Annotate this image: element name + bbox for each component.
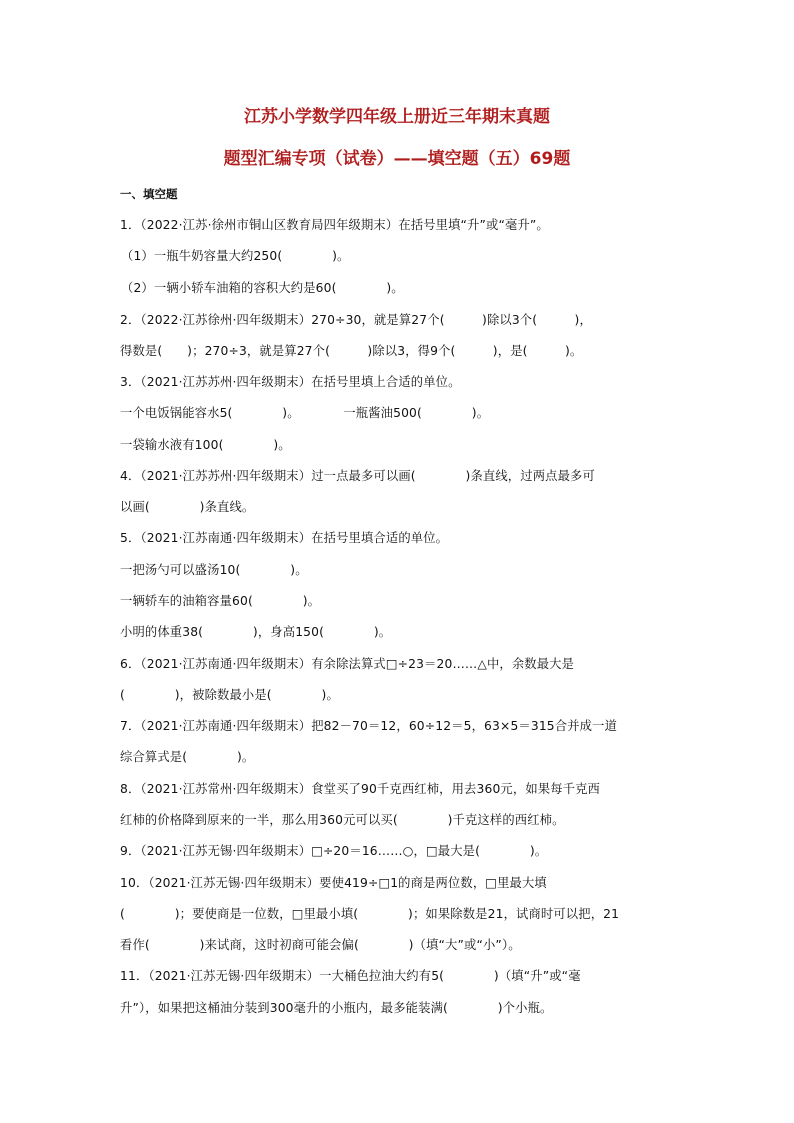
question-3-item-1: 一个电饭锅能容水5( )。 一瓶酱油500( )。 xyxy=(120,406,490,420)
question-5-item-2: 一辆轿车的油箱容量60( )。 xyxy=(120,594,321,608)
question-1-line: 1．（2022·江苏·徐州市铜山区教育局四年级期末）在括号里填“升”或“毫升”。 xyxy=(120,218,549,232)
question-3-item-2: 一袋输水液有100( )。 xyxy=(120,438,291,452)
question-5-item-3: 小明的体重38( )，身高150( )。 xyxy=(120,625,392,639)
question-8-line-2: 红柿的价格降到原来的一半，那么用360元可以买( )千克这样的西红柿。 xyxy=(120,813,565,827)
question-10-line-1: 10．（2021·江苏无锡·四年级期末）要使419÷□1的商是两位数，□里最大填 xyxy=(120,876,547,890)
page-subtitle: 题型汇编专项（试卷）——填空题（五）69题 xyxy=(223,149,571,169)
question-10-line-2: ( )；要使商是一位数，□里最小填( )；如果除数是21，试商时可以把，21 xyxy=(120,907,620,921)
question-9-line: 9．（2021·江苏无锡·四年级期末）□÷20＝16……○，□最大是( )。 xyxy=(120,844,548,858)
question-11-line-2: 升”），如果把这桶油分装到300毫升的小瓶内，最多能装满( )个小瓶。 xyxy=(120,1001,553,1015)
question-3-line: 3．（2021·江苏苏州·四年级期末）在括号里填上合适的单位。 xyxy=(120,375,461,389)
question-5-item-1: 一把汤勺可以盛汤10( )。 xyxy=(120,563,308,577)
question-7-line-2: 综合算式是( )。 xyxy=(120,750,255,764)
question-4-line-2: 以画( )条直线。 xyxy=(120,500,255,514)
section-heading: 一、填空题 xyxy=(120,187,178,201)
question-6-line-1: 6．（2021·江苏南通·四年级期末）有余除法算式□÷23＝20……△中，余数最大是 xyxy=(120,657,575,671)
question-4-line-1: 4．（2021·江苏苏州·四年级期末）过一点最多可以画( )条直线，过两点最多可 xyxy=(120,469,595,483)
question-10-line-3: 看作( )来试商，这时初商可能会偏( )（填“大”或“小”）。 xyxy=(120,938,521,952)
question-1-part-2: （2）一辆小轿车油箱的容积大约是60( )。 xyxy=(121,281,404,295)
question-11-line-1: 11．（2021·江苏无锡·四年级期末）一大桶色拉油大约有5( )（填“升”或“毫 xyxy=(120,969,581,983)
question-7-line-1: 7．（2021·江苏南通·四年级期末）把82－70＝12，60÷12＝5，63×5＝315合并成一道 xyxy=(120,719,618,733)
question-1-part-1: （1）一瓶牛奶容量大约250( )。 xyxy=(121,249,350,263)
question-2-line-1: 2．（2022·江苏徐州·四年级期末）270÷30，就是算27个( )除以3个( )， xyxy=(120,313,592,327)
question-5-line: 5．（2021·江苏南通·四年级期末）在括号里填合适的单位。 xyxy=(120,531,449,545)
page-title: 江苏小学数学四年级上册近三年期末真题 xyxy=(244,107,550,127)
question-6-line-2: ( )，被除数最小是( )。 xyxy=(120,688,339,702)
question-2-line-2: 得数是( )；270÷3，就是算27个( )除以3，得9个( )，是( )。 xyxy=(120,344,583,358)
question-8-line-1: 8．（2021·江苏常州·四年级期末）食堂买了90千克西红柿，用去360元，如果每千克西 xyxy=(120,782,601,796)
